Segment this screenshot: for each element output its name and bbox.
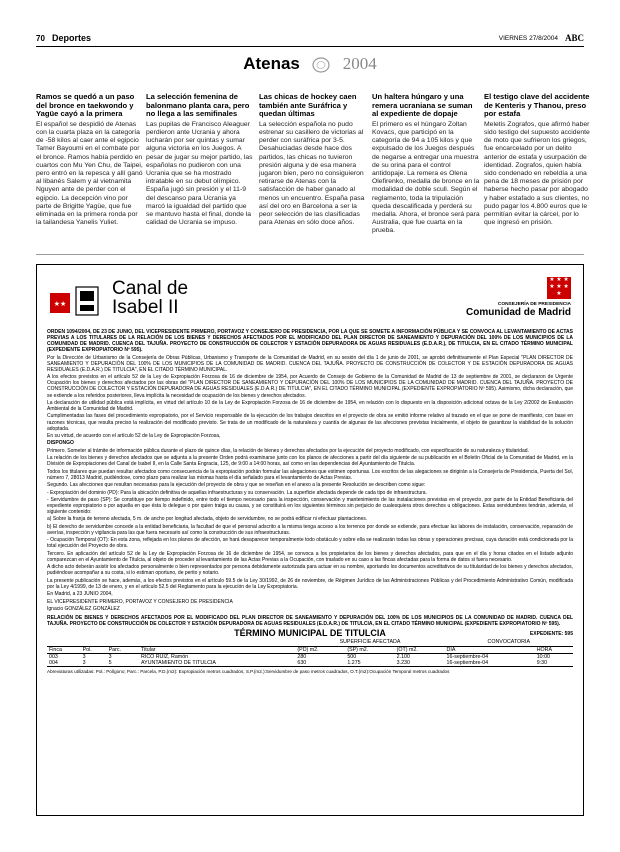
table-cell: 16-septiembre-04 (446, 659, 489, 666)
flag-stars: ★ ★ ★ ★ ★ ★ ★ (549, 277, 569, 297)
notice-paragraph: Cumplimentadas las fases del procedimiento expropiatorio, por el Servicio responsable de la ejecución de los trabajos descritos en el proyecto de obra se emitió informe relativo al trazado en el que se pone de manifiesto, con base en razones técnicas, que resulta preciso la realización del modificado previsto. Se trata de un modificado de la naturaleza y cuantía de algunas de las afecciones previstas inicialmente, el objeto de garantizar la viabilidad de la solución adoptada. (47, 413, 573, 432)
signature-name: Ignacio GONZÁLEZ GONZÁLEZ (47, 606, 120, 613)
table-cell: 500 (347, 653, 357, 660)
table-cell: AYUNTAMIENTO DE TITULCIA (141, 659, 216, 666)
table-header: Pol. (82, 646, 92, 653)
abc-logo: ABC (564, 33, 584, 43)
article-2 (146, 93, 254, 227)
notice-paragraph: En su virtud, de acuerdo con el artículo 52 de la Ley de Expropiación Forzosa, (47, 432, 221, 439)
official-notice (36, 264, 584, 816)
table-header: HORA (536, 646, 553, 653)
canal-name-line-2: Isabel II (112, 297, 179, 318)
signature-title: EL VICEPRESIDENTE PRIMERO, PORTAVOZ Y CONSEJERO DE PRESIDENCIA (47, 598, 233, 605)
table-cell: 3 (82, 659, 86, 666)
notice-paragraph: - Servidumbre de paso (SP): Se constituye por tiempo indefinido, entre todo el tiempo necesario para la inspección, conservación y mantenimiento de las instalaciones previstas en el proyecto, por parte de la Entidad Beneficiaria del expediente expropiatorio o por aquella en que ésta lo delegue o por quien traiga su causa, y se constituirá en los siguientes términos sin perjuicio de cualesquiera otros derechos u obligaciones. Estas servidumbres tendrán, además, el siguiente contenido: (47, 496, 573, 516)
article-4 (372, 93, 480, 236)
notice-paragraph: Primero. Someter al trámite de información pública durante el plazo de quince días, la relación de bienes y derechos afectados por la ejecución del proyecto modificado, con especificación de su naturaleza y titularidad. (47, 447, 529, 454)
page-number: 70 (36, 34, 45, 43)
table-header: Parc. (108, 646, 121, 653)
notice-paragraph: a) Sobre la franja de terreno afectada, 5 m. de ancho por longitud afectada, objeto de servidumbre, no se podrá edificar ni efectuar plantaciones. (47, 516, 368, 523)
table-group-header: CONVOCATORIA (487, 639, 531, 646)
section-divider (36, 254, 584, 255)
section-name: Deportes (52, 33, 92, 43)
article-headline: Ramos se quedó a un paso del bronce en taekwondo y Yagüe cayó a la primera (36, 92, 135, 119)
athens-title: Atenas (243, 54, 300, 73)
signature-place: En Madrid, a 23 JUNIO 2004, (47, 591, 113, 598)
page-header (36, 32, 584, 47)
table-cell: 004 (49, 659, 58, 666)
comunidad-madrid-name: Comunidad de Madrid (466, 307, 571, 318)
issue-date: VIERNES 27/8/2004 (498, 35, 558, 42)
table-row (47, 653, 573, 660)
expediente-label: EXPEDIENTE: 595 (529, 631, 573, 638)
table-header: Finca (49, 646, 62, 653)
athens-year: 2004 (342, 54, 377, 73)
table-header: DIA (446, 646, 456, 653)
article-headline: El testigo clave del accidente de Kenteris y Thanou, preso por estafa (484, 92, 590, 119)
article-body: Las pupilas de Francisco Aleaguer perdieron ante Ucrania y ahora lucharán por ser quintas y sumar alguna victoria en los Juegos. A pesar de jugar su mejor partido, las españolas no pudieron con una Ucrania que se ha mostrado intratable en su debut olímpico. España jugó sin presión y el 11-9 del descanso para Ucrania ya marcó la igualdad del partido que se mantuvo hasta el final, donde la calidad de Ucrania se impuso. (146, 120, 253, 227)
table-group-header: SUPERFICIE AFECTADA (339, 639, 401, 646)
svg-text:★★: ★★ (53, 300, 67, 308)
table-cell: 1.275 (347, 659, 361, 666)
notice-paragraph: A los efectos previstos en el artículo 52 de la Ley de Expropiación Forzosa de 16 de diciembre de 1954, por Acuerdo de Consejo de Gobierno de la Comunidad de Madrid de 13 de septiembre de 2001, se declararon de Urgente Ocupación los bienes y derechos afectados por las obras del "PLAN DIRECTOR DE SANEAMIENTO Y DEPURACIÓN DEL 100% DE LOS MUNICIPIOS DE LA COMUNIDAD DE MADRID. CUENCA DEL TAJUÑA. PROYECTO DE CONSTRUCCIÓN DE COLECTOR Y ESTACIÓN DEPURADORA DE AGUAS RESIDUALES (E.D.A.R.) DE TITULCIA", EN EL CITADO TÉRMINO MUNICIPAL (EXPEDIENTE EXPROPIATORIO Nº 595). Asimismo, dicha declaración, que se extiende a los referidos posteriores, lleva implícita la necesidad de ocupación de los bienes y derechos afectados. (47, 374, 573, 399)
table-header: (SP) m2. (347, 646, 369, 653)
table-cell: 3 (108, 653, 112, 660)
table-cell: 10:00 (536, 653, 550, 660)
table-cell: 5 (108, 659, 112, 666)
article-headline: Las chicas de hockey caen también ante Suráfrica y quedan últimas (259, 92, 357, 119)
notice-paragraph: Todos los titulares que puedan resultar afectados como consecuencia de la expropiación podrán formular las alegaciones que estimen oportunas. Los escritos de las alegaciones se dirigirán a la Consejería de Presidencia, Puerta del Sol, número 7, 28013 Madrid, pudiéndose, como plazo para realizar las mismas hasta el día señalado para el levantamiento de Actas Previas. (47, 468, 573, 481)
table-header: Titular (141, 646, 156, 653)
notice-paragraph: Por la Dirección de Urbanismo de la Consejería de Obras Públicas, Urbanismo y Transporte de la Comunidad de Madrid, en su sesión del día 1 de junio de 2001, se aprobó definitivamente el Plan Especial "PLAN DIRECTOR DE SANEAMIENTO Y DEPURACIÓN DEL 100% DE LOS MUNICIPIOS DE LA COMUNIDAD DE MADRID. CUENCA DEL TAJUÑA. PROYECTO DE CONSTRUCCIÓN DE COLECTOR Y DE ESTACIÓN DEPURADORA DE AGUAS RESIDUALES (E.D.A.R.) DE TITULCIA", EN EL CITADO TÉRMINO MUNICIPAL. (47, 354, 573, 373)
athens-banner (0, 54, 620, 75)
article-3 (259, 93, 367, 227)
canal-isabel-logo (50, 285, 104, 325)
dispongo-heading: DISPONGO (47, 440, 74, 447)
article-body: La selección española no pudo estrenar su casillero de victorias al perder con suráfrica por 3-5. Desahuciadas desde hace dos partidos, las chicas no tuvieron presión alguna y de esa manera jugaron bien, pero no consiguieron retirarse de Atenas con la satisfacción de haber ganado al menos un encuentro. España pasa así del oro en Barcelona a ser la peor selección de las clasificadas para Atenas en sólo doce años. (259, 120, 365, 227)
notice-paragraph: La relación de los bienes y derechos afectados que se adjunta a la presente Orden podrá examinarse junto con los planos de afecciones a partir del día siguiente de su publicación en el Boletín Oficial de la Comunidad de Madrid, en la División de Expropiaciones del Canal de Isabel II, en la Calle Santa Engracia, 125, de 9:00 a 14:00 horas, así como en las dependencias del Ayuntamiento de Titulcia. (47, 455, 573, 468)
notice-paragraph: - Ocupación Temporal (OT): En esta zona, reflejada en los planos de afección, se hará desaparecer temporalmente todo obstáculo y sobre ella se realizarán todas las obras y operaciones precisas, cuya duración está condicionada por la total ejecución del Proyecto de obra. (47, 537, 573, 550)
table-cell: 630 (297, 659, 307, 666)
table-cell: 003 (49, 653, 58, 660)
table-row (47, 660, 573, 667)
article-body: Meletis Zografos, que afirmó haber sido testigo del supuesto accidente de moto que sufrieron los griegos, fue encarcelado por un delito anterior de estafa y usurpación de identidad. Zografos, quien había sido condenado en rebeldía a una pena de 18 meses de prisión por haberse hecho pasar por abogado y haber estafado a sus clientes, no pudo pagar los 4.800 euros que le permitían evitar la cárcel, por lo que ingresó en prisión. (484, 120, 590, 227)
article-1 (36, 93, 144, 227)
table-cell: RICO RUIZ, Ramón (141, 653, 189, 660)
notice-paragraph: - Expropiación del dominio (PD): Para la ubicación definitiva de aquellas infraestructuras y su conservación. La superficie afectada depende de cada tipo de infraestructura. (47, 489, 427, 496)
notice-paragraph: A dicho acto deberán asistir los afectados personalmente o bien representados por persona debidamente autorizada para actuar en su nombre, aportando los documentos acreditativos de su titularidad de los bienes y derechos afectados, pudiéndose acompañar a su costa, si lo estiman oportuno, de perito y notario. (47, 564, 573, 577)
table-header: (OT) m2. (396, 646, 418, 653)
table-cell: 9:30 (536, 659, 548, 666)
notice-paragraph: La presente publicación se hace, además, a los efectos previstos en el artículo 59.5 de la Ley 30/1992, de 26 de noviembre, de Régimen Jurídico de las Administraciones Públicas y del Procedimiento Administrativo Común, modificada por la Ley 4/1999, de 13 de enero, y en el artículo 52.5 del Reglamento para la ejecución de la Ley Expropiatoria. (47, 577, 573, 590)
table-cell: 280 (297, 653, 307, 660)
table-cell: 2.100 (396, 653, 410, 660)
canal-isabel-name (112, 279, 188, 317)
article-headline: La selección femenina de balonmano planta cara, pero no llega a las semifinales (146, 92, 250, 119)
abbreviations-note: Abreviaturas utilizadas: Pol.: Polígono; Parc.: Parcela, P.D.(m2): Expropiación metros cuadrados, S.P.(m2.):Servidumbre de paso metros cuadrados, O.T.(m2):Ocupación Temporal metros cuadrados (47, 668, 450, 674)
canal-name-line-1: Canal de (112, 278, 189, 299)
article-5 (484, 93, 592, 227)
relation-heading: RELACIÓN DE BIENES Y DERECHOS AFECTADOS POR EL MODIFICADO DEL PLAN DIRECTOR DE SANEAMIENTO Y DEPURACIÓN DEL 100% DE LOS MUNICIPIOS DE LA COMUNIDAD DE MADRID. CUENCA DEL TAJUÑA. PROYECTO DE CONSTRUCCIÓN DE COLECTOR Y ESTACIÓN DEPURADORA DE AGUAS RESIDUALES (E.D.A.R.) DE TITULCIA, EN EL CITADO TÉRMINO MUNICIPAL (EXPEDIENTE EXPROPIATORIO Nº 595). (47, 615, 573, 628)
notice-paragraph: La declaración de utilidad pública está implícita, en virtud del artículo 10 de la Ley de Expropiación Forzosa de 16 de diciembre de 1954, en relación con lo dispuesto en la disposición adicional octava de la Ley 2/2002 de Evaluación Ambiental de la Comunidad de Madrid. (47, 399, 573, 413)
article-body: El español se despidió de Atenas con la cuarta plaza en la categoría de -58 kilos al caer ante el egipcio Tamer Bayoumi en el combate por el bronce. Ramos había perdido en cuartos con Mu Yen Chu, de Taipei, pero entró en la repesca y allí ganó al libanés Salem y al vietnamita Nguyen ante de perder con el egipcio. La decepción vino por parte de Brigitte Yagüe, que fue eliminada en la primera ronda por la tailandesa Yanelis Yuliet. (36, 120, 143, 227)
table-cell: 16-septiembre-04 (446, 653, 489, 660)
table-header: (PD) m2. (297, 646, 319, 653)
consejeria-label: CONSEJERÍA DE PRESIDENCIA (497, 302, 571, 307)
affected-properties-table (47, 639, 573, 666)
order-heading: ORDEN 1094/2004, DE 23 DE JUNIO, DEL VICEPRESIDENTE PRIMERO, PORTAVOZ Y CONSEJERO DE PRESIDENCIA, POR LA QUE SE SOMETE A INFORMACIÓN PÚBLICA Y SE CONVOCA AL LEVANTAMIENTO DE ACTAS PREVIAS A LOS TITULARES DE LA RELACIÓN DE LOS BIENES Y DERECHOS AFECTADOS POR EL MODIFICADO DEL PLAN DIRECTOR DE SANEAMIENTO Y DEPURACIÓN DEL 100% DE LOS MUNICIPIOS DE LA COMUNIDAD DE MADRID. CUENCA DEL TAJUÑA. PROYECTO DE CONSTRUCCIÓN DE COLECTOR Y ESTACIÓN DEPURADORA DE AGUAS RESIDUALES (E.D.A.R.), DE TITULCIA, EN EL CITADO TÉRMINO MUNICIPAL (EXPEDIENTE EXPROPIATORIO Nº 595). (47, 329, 573, 354)
notice-paragraph: Tercero. En aplicación del artículo 52 de la Ley de Expropiación Forzosa de 16 de diciembre de 1954, se convoca a los propietarios de los bienes y derechos afectados, para que en el día y horas citados en el listado adjunto comparezcan en el Ayuntamiento de Titulcia, al objeto de proceder al levantamiento de las Actas Previas a la Ocupación, con traslado en su caso a las fincas afectadas para la forma de datos si fuera necesario. (47, 550, 573, 563)
olive-wreath-icon (310, 55, 332, 75)
table-cell: 3 (82, 653, 86, 660)
notice-paragraph: Segundo. Las afecciones que resultan necesarias para la ejecución del proyecto de obra y que se reseñan en el anexo a la presente Resolución se describen como sigue: (47, 482, 426, 489)
article-headline: Un haltera húngaro y una remera ucraniana se suman al expediente de dopaje (372, 92, 473, 119)
notice-paragraph: b) El derecho de servidumbre concede a la entidad beneficiaria, la facultad de que el personal adscrito a la misma tenga acceso a los terrenos por donde se extiende, para efectuar las labores de instalación, conservación, reparación de averías, inspección y vigilancia para las que fuera necesario así como la construcción de sus infraestructuras. (47, 523, 573, 536)
notice-body (47, 329, 573, 676)
article-body: El primero es el húngaro Zoltan Kovacs, que participó en la categoría de 94 a 105 kilos y que expulsado de los Juegos después de negarse a entregar una muestra de su orina para el control antidopaje. La remera es Olena Olefirenko, medalla de bronce en la modalidad de doble scull. Según el reglamento, toda la tripulación queda descalificada y perderá su medalla. Ahora, el bronce será para Australia, que fue cuarta en la prueba. (372, 120, 480, 235)
table-cell: 3.230 (396, 659, 410, 666)
termino-heading: TÉRMINO MUNICIPAL DE TITULCIA (234, 628, 386, 639)
